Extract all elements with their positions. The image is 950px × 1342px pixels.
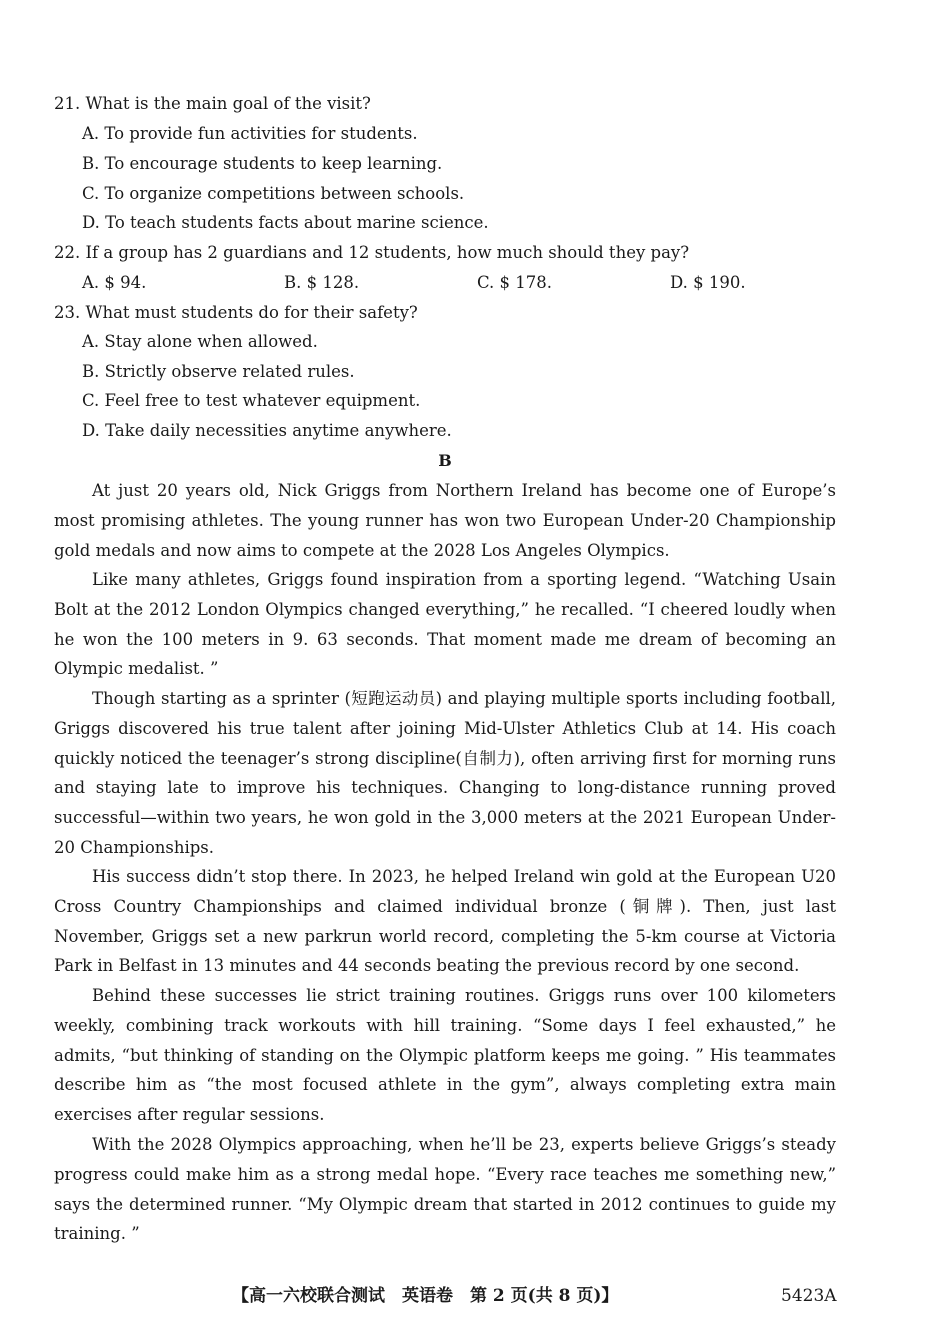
exam-code: 5423A xyxy=(781,1286,837,1306)
section-b-title: B xyxy=(438,451,452,470)
question-22-stem: 22. If a group has 2 guardians and 12 students, how much should they pay? xyxy=(54,243,690,262)
question-23-option-c: C. Feel free to test whatever equipment. xyxy=(82,391,421,410)
question-22-option-d: D. $ 190. xyxy=(670,273,746,292)
question-22-option-c: C. $ 178. xyxy=(477,273,553,292)
question-23-option-a: A. Stay alone when allowed. xyxy=(82,332,318,351)
passage-paragraph-2: Like many athletes, Griggs found inspiration from a sporting legend. “Watching Usain Bolt at the 2012 London Olympics changed everything,” he recalled. “I cheered loudly when he won the 100 meters in 9. 63 seconds. That moment made me dream of becoming an Olympic medalist. ” xyxy=(54,570,836,679)
passage-paragraph-5: Behind these successes lie strict training routines. Griggs runs over 100 kilometers weekly, combining track workouts with hill training. “Some days I feel exhausted,” he admits, “but thinking of standing on the Olympic platform keeps me going. ” His teammates describe him as “the most focused athlete in the gym”, always completing extra main exercises after regular sessions. xyxy=(54,986,836,1124)
question-23-option-b: B. Strictly observe related rules. xyxy=(82,362,355,381)
question-21-option-d: D. To teach students facts about marine science. xyxy=(82,213,489,232)
question-23-option-d: D. Take daily necessities anytime anywhere. xyxy=(82,421,452,440)
question-21-option-a: A. To provide fun activities for students. xyxy=(82,124,418,143)
question-23-stem: 23. What must students do for their safety? xyxy=(54,303,418,322)
passage-paragraph-1: At just 20 years old, Nick Griggs from Northern Ireland has become one of Europe’s most promising athletes. The young runner has won two European Under-20 Championship gold medals and now aims to compete at the 2028 Los Angeles Olympics. xyxy=(54,481,836,560)
question-21-option-c: C. To organize competitions between schools. xyxy=(82,184,465,203)
question-21-stem: 21. What is the main goal of the visit? xyxy=(54,94,371,113)
question-22-option-a: A. $ 94. xyxy=(82,273,147,292)
page-footer: 【高一六校联合测试 英语卷 第 2 页(共 8 页)】 xyxy=(232,1286,619,1306)
question-22-option-b: B. $ 128. xyxy=(284,273,360,292)
passage-paragraph-4: His success didn’t stop there. In 2023, he helped Ireland win gold at the European U20 Cross Country Championships and claimed individual bronze (铜牌). Then, just last November, Griggs set a new parkrun world record, completing the 5-km course at Victoria Park in Belfast in 13 minutes and 44 seconds beating the previous record by one second. xyxy=(54,867,836,976)
question-21-option-b: B. To encourage students to keep learning. xyxy=(82,154,443,173)
passage-paragraph-3: Though starting as a sprinter (短跑运动员) and playing multiple sports including football, Griggs discovered his true talent after joining Mid-Ulster Athletics Club at 14. His coach quickly noticed the teenager’s strong discipline(自制力), often arriving first for morning runs and staying late to improve his techniques. Changing to long-distance running proved successful—within two years, he won gold in the 3,000 meters at the 2021 European Under-20 Championships. xyxy=(54,689,836,857)
passage-paragraph-6: With the 2028 Olympics approaching, when he’ll be 23, experts believe Griggs’s steady progress could make him as a strong medal hope. “Every race teaches me something new,” says the determined runner. “My Olympic dream that started in 2012 continues to guide my training. ” xyxy=(54,1135,836,1244)
